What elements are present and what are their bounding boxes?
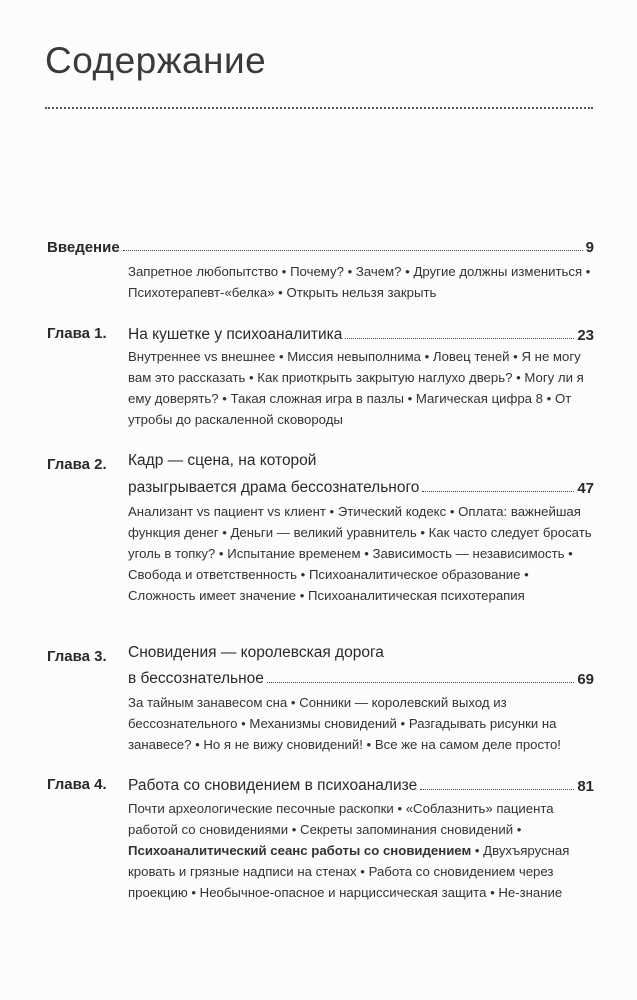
chapter-3-title-line1[interactable]: Сновидения — королевская дорога [128, 644, 384, 661]
chapter-2-title-line2: разыгрывается драма бессознательного [128, 479, 420, 496]
chapter-2-entry[interactable] [128, 473, 594, 497]
chapter-1-subtopics: Внутреннее vs внешнее • Миссия невыполнима • Ловец теней • Я не могу вам это рассказать • Как приоткрыть закрытую наглухо дверь? • Могу ли я ему доверять? • Такая сложная игра в пазлы • Магическая цифра 8 • От утробы до раскаленной сковороды [128, 349, 584, 427]
dot-leader [123, 250, 583, 251]
chapter-1-label: Глава 1. [47, 325, 107, 342]
chapter-4-subtopics [128, 798, 598, 903]
chapter-3-page-number: 69 [577, 671, 594, 688]
dot-leader [345, 338, 574, 339]
chapter-2-subtopics: Анализант vs пациент vs клиент • Этический кодекс • Оплата: важнейшая функция денег • Деньги — великий уравнитель • Как часто следует бросать уголь в топку? • Испытание временем • Зависимость — независимость • Свобода и ответственность • Психоаналитическое образование • Сложность имеет значение • Психоаналитическая психотерапия [128, 504, 592, 603]
chapter-1-title: На кушетке у психоаналитика [128, 326, 343, 343]
chapter-4-page-number: 81 [577, 778, 594, 795]
dot-leader [420, 789, 574, 790]
dot-leader [267, 682, 574, 683]
chapter-1-entry[interactable] [128, 320, 594, 344]
chapter-4-entry[interactable] [128, 771, 594, 795]
chapter-3-entry[interactable] [128, 664, 594, 688]
chapter-1-page-number: 23 [577, 327, 594, 344]
chapter-2-label: Глава 2. [47, 456, 107, 473]
chapter-4-label: Глава 4. [47, 776, 107, 793]
chapter-4-subtopics-b: • Двухъярусная кровать и грязные надписи на стенах • Работа со сновидением через проекцию • Необычное-опасное и нарциссическая защита • Не-знание [128, 843, 570, 900]
chapter-4-title: Работа со сновидением в психоанализе [128, 777, 418, 794]
chapter-3-title-line2: в бессознательное [128, 670, 264, 687]
chapter-4-subtopics-a: Почти археологические песочные раскопки • «Соблазнить» пациента работой со сновидениями • Секреты запоминания сновидений • [128, 801, 554, 837]
chapter-3-label: Глава 3. [47, 648, 107, 665]
chapter-3-subtopics: За тайным занавесом сна • Сонники — королевский выход из бессознательного • Механизмы сновидений • Разгадывать рисунки на занавесе? • Но я не вижу сновидений! • Все же на самом деле просто! [128, 695, 561, 752]
chapter-2-title-line1[interactable]: Кадр — сцена, на которой [128, 452, 317, 469]
chapter-2-page-number: 47 [577, 480, 594, 497]
intro-entry[interactable] [47, 232, 594, 256]
intro-subtopics: Запретное любопытство • Почему? • Зачем? • Другие должны измениться • Психотерапевт-«белка» • Открыть нельзя закрыть [128, 264, 591, 300]
intro-page-number: 9 [585, 239, 594, 256]
intro-label: Введение [47, 239, 120, 256]
chapter-4-subtopics-bold: Психоаналитический сеанс работы со сновидением [128, 843, 472, 858]
dot-leader [422, 491, 574, 492]
page-title: Содержание [45, 40, 267, 81]
title-divider [45, 107, 593, 109]
